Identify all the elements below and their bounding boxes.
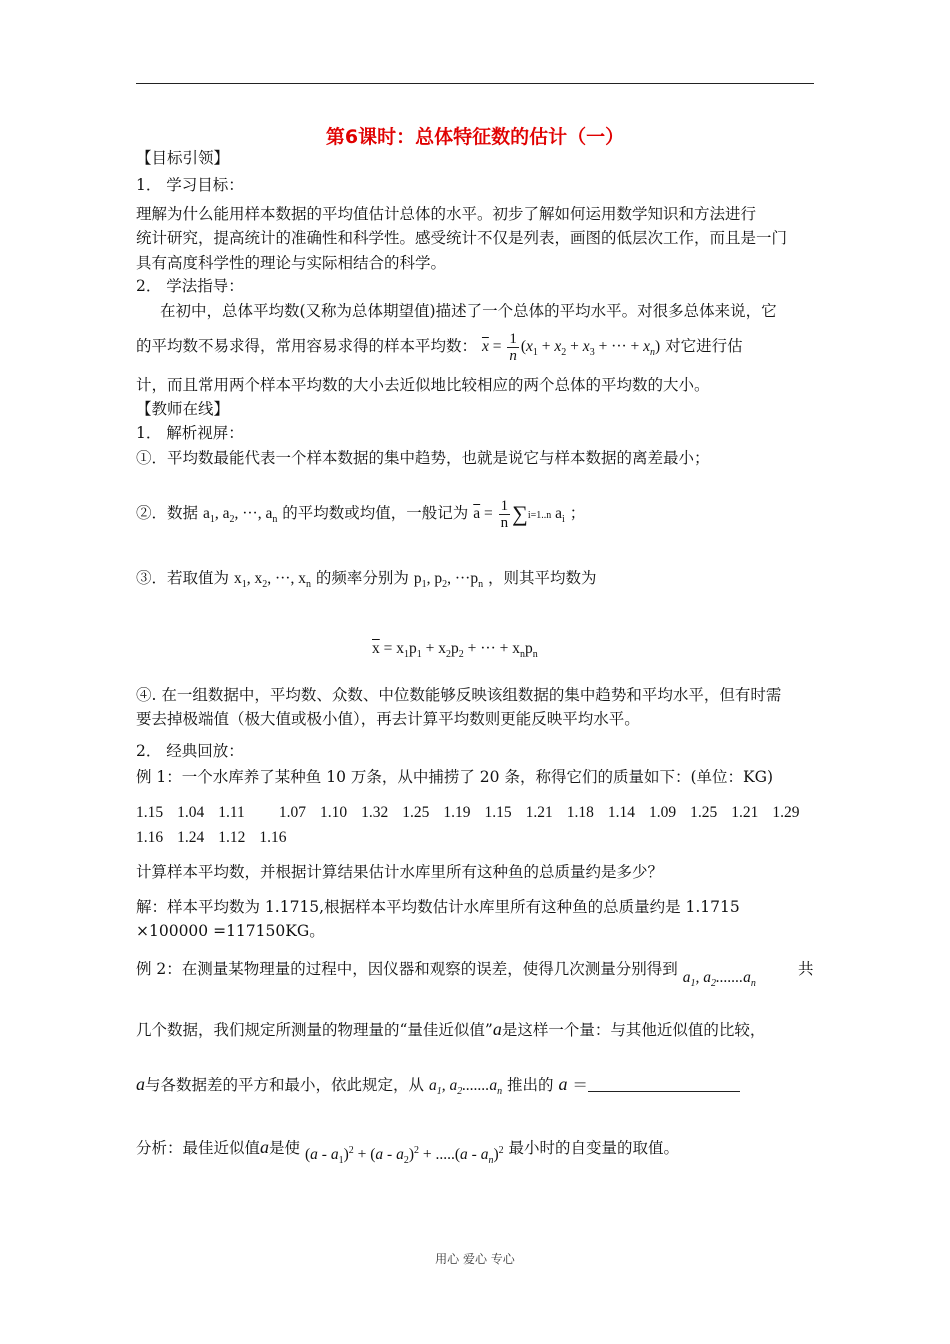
point-3: ③．若取值为 $x_1$, $x_2$, ···, $x_n$ 的频率分别为 $p_1$, $p_2$, $\cdot\cdot\cdot p_n$ ，则其平均数为 [136,569,597,590]
symbol-a: a [136,1074,145,1094]
goal-line-2: 统计研究，提高统计的准确性和科学性。感受统计不仅是列表，画图的低层次工作，而且是一门 [136,229,788,247]
heading-classic-review: 2． 经典回放： [136,742,244,760]
example-2-line-3: a与各数据差的平方和最小，依此规定，从 $a_1$, $a_2.......a_n$ 推出的 a ＝ [136,1072,820,1104]
measurements-formula: $a_1$, $a_2.......a_n$ [428,1077,503,1097]
header-rule [136,83,814,84]
section-header-teacher: 【教师在线】 [136,400,230,418]
lesson-title: 第6课时：总体特征数的估计（一） [325,126,625,148]
example-2-line-2: 几个数据，我们规定所测量的物理量的“量佳近似值”a是这样一个量：与其他近似值的比较， [136,1019,766,1039]
page-footer: 用心 爱心 专心 [435,1252,515,1266]
sample-mean-formula: $\overline{x}$ = $\frac{1}{n}$ ($x_1 + x_2 + x_3$ + ··· + $x_n$) [481,331,661,364]
goal-line-1: 理解为什么能用样本数据的平均值估计总体的水平。初步了解如何运用数学知识和方法进行 [136,205,757,223]
symbol-a: a [558,1074,568,1094]
heading-method-guide: 2． 学法指导： [136,277,244,295]
measurements-formula: $a_1$, $a_2.......a_n$ [682,969,756,989]
data-row-1: 1.15 1.04 1.11 1.07 1.10 1.32 1.25 1.19 1.15 1.21 1.18 1.14 1.09 1.25 1.21 1.29 [136,804,800,821]
guide-line-3: 计，而且常用两个样本平均数的大小去近似地比较相应的两个总体的平均数的大小。 [136,376,710,394]
example-2-line-1: 例 2：在测量某物理量的过程中，因仪器和观察的误差，使得几次测量分别得到 $a_1$, $a_2.......a_n$ 共 [136,960,814,989]
symbol-a: a [492,1019,502,1039]
section-header-goals: 【目标引领】 [136,149,230,167]
example-1: 例 1：一个水库养了某种鱼 10 万条，从中捕捞了 20 条，称得它们的质量如下：(单位：KG) [136,768,774,786]
guide-line-1: 在初中，总体平均数(又称为总体期望值)描述了一个总体的平均水平。对很多总体来说，它 [160,302,777,320]
values-formula: $x_1$, $x_2$, ···, $x_n$ [233,570,311,590]
guide-line-2: 的平均数不易求得，常用容易求得的样本平均数： $\overline{x}$ = $\frac{1}{n}$ ($x_1 + x_2 + x_3$ + ··· + $x_n$) 对它进行估 [136,331,743,364]
heading-learning-goals: 1． 学习目标： [136,176,244,194]
answer-blank [588,1091,740,1092]
squared-difference-formula: $(a - a_1)^2 + (a - a_2)^2 + .....(a - a_n)^2$ [304,1145,504,1166]
point-1: ①．平均数最能代表一个样本数据的集中趋势，也就是说它与样本数据的离差最小； [136,449,710,467]
answer-line-1: 解：样本平均数为 1.1715,根据样本平均数估计水库里所有这种鱼的总质量约是 1.1715 [136,898,740,916]
point-4-line-2: 要去掉极端值（极大值或极小值），再去计算平均数则更能反映平均水平。 [136,710,640,728]
question-1: 计算样本平均数，并根据计算结果估计水库里所有这种鱼的总质量约是多少？ [136,863,664,881]
goal-line-3: 具有高度科学性的理论与实际相结合的科学。 [136,254,447,272]
point-4-line-1: ④. 在一组数据中，平均数、众数、中位数能够反映该组数据的集中趋势和平均水平，但有时需 [136,686,782,704]
frequencies-formula: $p_1$, $p_2$, $\cdot\cdot\cdot p_n$ [413,570,484,590]
weighted-mean-formula: $\overline{x} = x_1p_1 + x_2p_2$ + ··· + $x_np_n$ [372,640,538,660]
symbol-a: a [260,1137,270,1157]
answer-line-2: ×100000 =117150KG。 [136,922,325,940]
mean-sum-formula: $\overline{a}$ = $\frac{1}{n}$ ∑i=1..n $a_i$ [473,498,565,531]
point-2: ②．数据 $a_1$, $a_2$, ···, $a_n$ 的平均数或均值，一般记为 $\overline{a}$ = $\frac{1}{n}$ ∑i=1..n $a_i$ ； [136,498,586,531]
data-row-2: 1.16 1.24 1.12 1.16 [136,829,287,846]
analysis-line: 分析：最佳近似值a是使 $(a - a_1)^2 + (a - a_2)^2 + .....(a - a_n)^2$ 最小时的自变量的取值。 [136,1137,680,1166]
heading-analysis: 1． 解析视屏： [136,424,244,442]
data-list-formula: $a_1$, $a_2$, ···, $a_n$ [202,505,278,526]
